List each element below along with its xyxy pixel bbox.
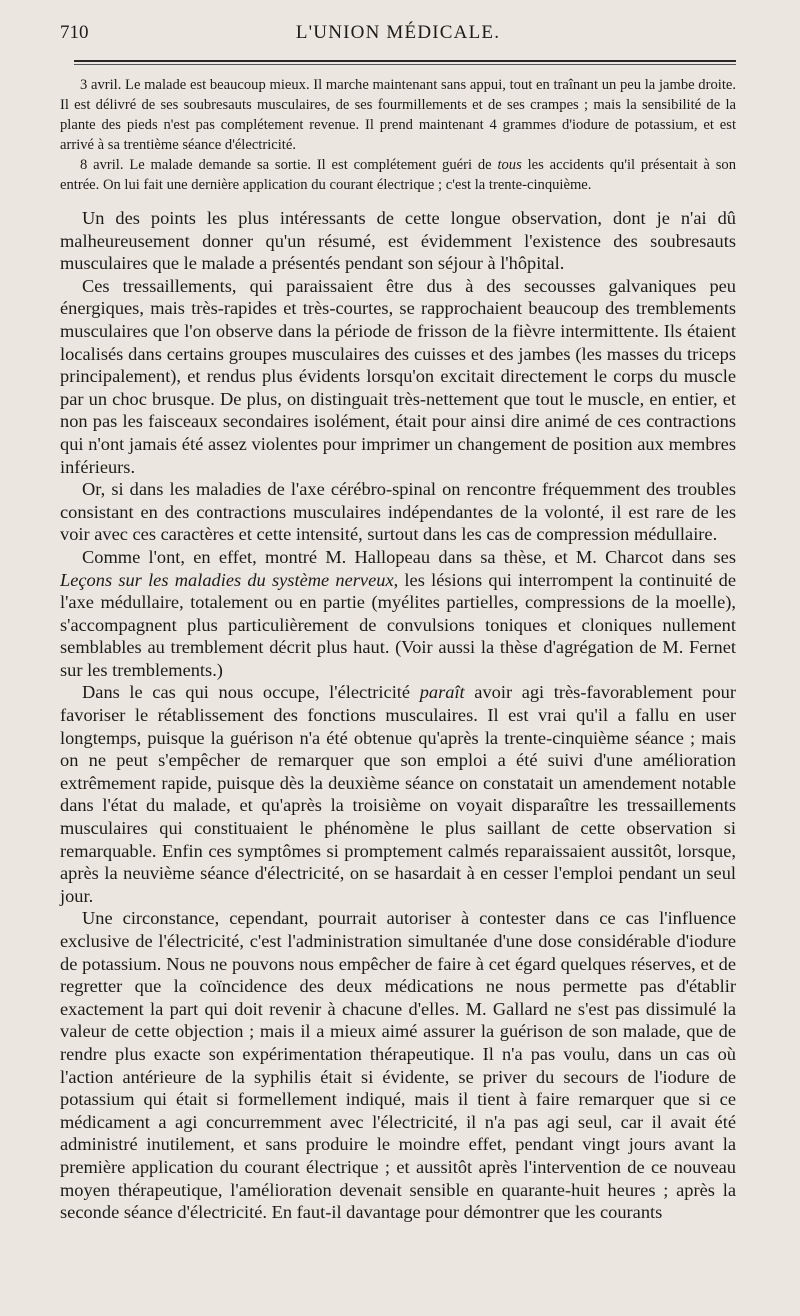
- case-notes: [60, 75, 736, 195]
- text-run: les accidents qu'il présentait à son entrée. On lui fait une dernière application du courant électrique ; c'est la trente-cinquième.: [60, 157, 736, 193]
- text-run: avoir agi très-favorablement pour favoriser le rétablissement des fonctions musculaires. Il est vrai qu'il a fallu en user longtemps, puisque la guérison n'a été obtenue qu'après la trente-cinquième séance ; mais on ne peut s'empêcher de remarquer que son emploi a été suivi d'une amélioration extrêmement rapide, puisque dès la deuxième séance on constatait un amendement notable dans l'état du malade, et qu'après la troisième on voyait disparaître les tressaillements musculaires qui constituaient le phénomène le plus saillant de cette observation si remarquable. Enfin ces symptômes si promptement calmés reparaissaient aussitôt, lorsque, après la neuvième séance d'électricité, on se hasardait à en cesser l'emploi pendant un seul jour.: [60, 682, 736, 906]
- running-head: [60, 22, 736, 48]
- page-number: 710: [60, 22, 89, 43]
- body-paragraph: [60, 478, 736, 546]
- note-paragraph: [60, 75, 736, 155]
- journal-title: L'UNION MÉDICALE.: [295, 22, 501, 43]
- text-run: , les lésions qui interrompent la continuité de l'axe médullaire, totalement ou en partie (myélites partielles, compressions de la moelle), s'accompagnent plus particulièrement de convulsions toniques et cloniques nullement semblables au tremblement décrit plus haut. (Voir aussi la thèse d'agrégation de M. Fernet sur les tremblements.): [60, 569, 736, 680]
- body-paragraph: [60, 546, 736, 682]
- text-run: Ces tressaillements, qui paraissaient être dus à des secousses galvaniques peu énergiques, mais très-rapides et très-courtes, se rapprochaient beaucoup des tremblements musculaires que l'on observe dans la période de frisson de la fièvre intermittente. Ils étaient localisés dans certains groupes musculaires des cuisses et des jambes (les masses du triceps principalement), et rendus plus évidents lorsqu'on excitait directement le corps du muscle par un choc brusque. De plus, on distinguait très-nettement que tout le muscle, en entier, et non pas les faisceaux secondaires isolément, était pour ainsi dire animé de ces contractions qui n'ont jamais été assez violentes pour imprimer un changement de position aux membres inférieurs.: [60, 275, 736, 477]
- header-rule: [74, 60, 736, 62]
- commentary-text: [60, 207, 736, 1224]
- text-run: Une circonstance, cependant, pourrait autoriser à contester dans ce cas l'influence exclusive de l'électricité, c'est l'administration simultanée d'une dose considérable d'iodure de potassium. Nous ne pouvons nous empêcher de faire à cet égard quelques réserves, et de regretter que la coïncidence des deux médications ne nous permette pas d'établir exactement la part qui doit revenir à chacune d'elles. M. Gallard ne s'est pas dissimulé la valeur de cette objection ; mais il a mieux aimé assurer la guérison de son malade, que de rendre plus exacte son expérimentation thérapeutique. Il n'a pas voulu, dans un cas où l'action antérieure de la syphilis était si évidente, se priver du secours de l'iodure de potassium qui était si formellement indiqué, mais il tient à faire remarquer que si ce médicament a agi concurremment avec l'électricité, il n'a pas agi seul, car il avait été administré inutilement, et sans produire le moindre effet, pendant vingt jours avant la première application du courant électrique ; et aussitôt après l'intervention de ce nouveau moyen thérapeutique, l'amélioration devenait sensible en quarante-huit heures ; après la seconde séance d'électricité. En faut-il davantage pour démontrer que les courants: [60, 908, 736, 1223]
- text-run: Comme l'ont, en effet, montré M. Hallopeau dans sa thèse, et M. Charcot dans ses: [82, 546, 736, 567]
- body-paragraph: [60, 907, 736, 1223]
- body-paragraph: [60, 275, 736, 478]
- text-run: Un des points les plus intéressants de cette longue observation, dont je n'ai dû malheureusement donner qu'un résumé, est évidemment l'existence des soubresauts musculaires que le malade a présentés pendant son séjour à l'hôpital.: [60, 208, 736, 274]
- text-run: Dans le cas qui nous occupe, l'électricité: [82, 682, 420, 703]
- italic-text: Leçons sur les maladies du système nerveux: [60, 569, 394, 590]
- italic-text: paraît: [419, 682, 465, 703]
- text-run: 3 avril. Le malade est beaucoup mieux. Il marche maintenant sans appui, tout en traînant un peu la jambe droite. Il est délivré de ses soubresauts musculaires, de ses fourmillements et de ses crampes ; mais la sensibilité de la plante des pieds n'est pas complétement revenue. Il prend maintenant 4 grammes d'iodure de potassium, et est arrivé à sa trentième séance d'électricité.: [60, 77, 736, 153]
- text-run: 8 avril. Le malade demande sa sortie. Il est complétement guéri de: [80, 157, 498, 173]
- body-paragraph: [60, 207, 736, 275]
- header-rule-thin: [74, 64, 736, 65]
- italic-text: tous: [497, 157, 522, 173]
- note-paragraph: [60, 155, 736, 195]
- text-run: Or, si dans les maladies de l'axe cérébro-spinal on rencontre fréquemment des troubles consistant en des contractions musculaires indépendantes de la volonté, il est rare de les voir avec ces caractères et cette intensité, surtout dans les cas de compression médullaire.: [60, 479, 736, 545]
- body-paragraph: [60, 681, 736, 907]
